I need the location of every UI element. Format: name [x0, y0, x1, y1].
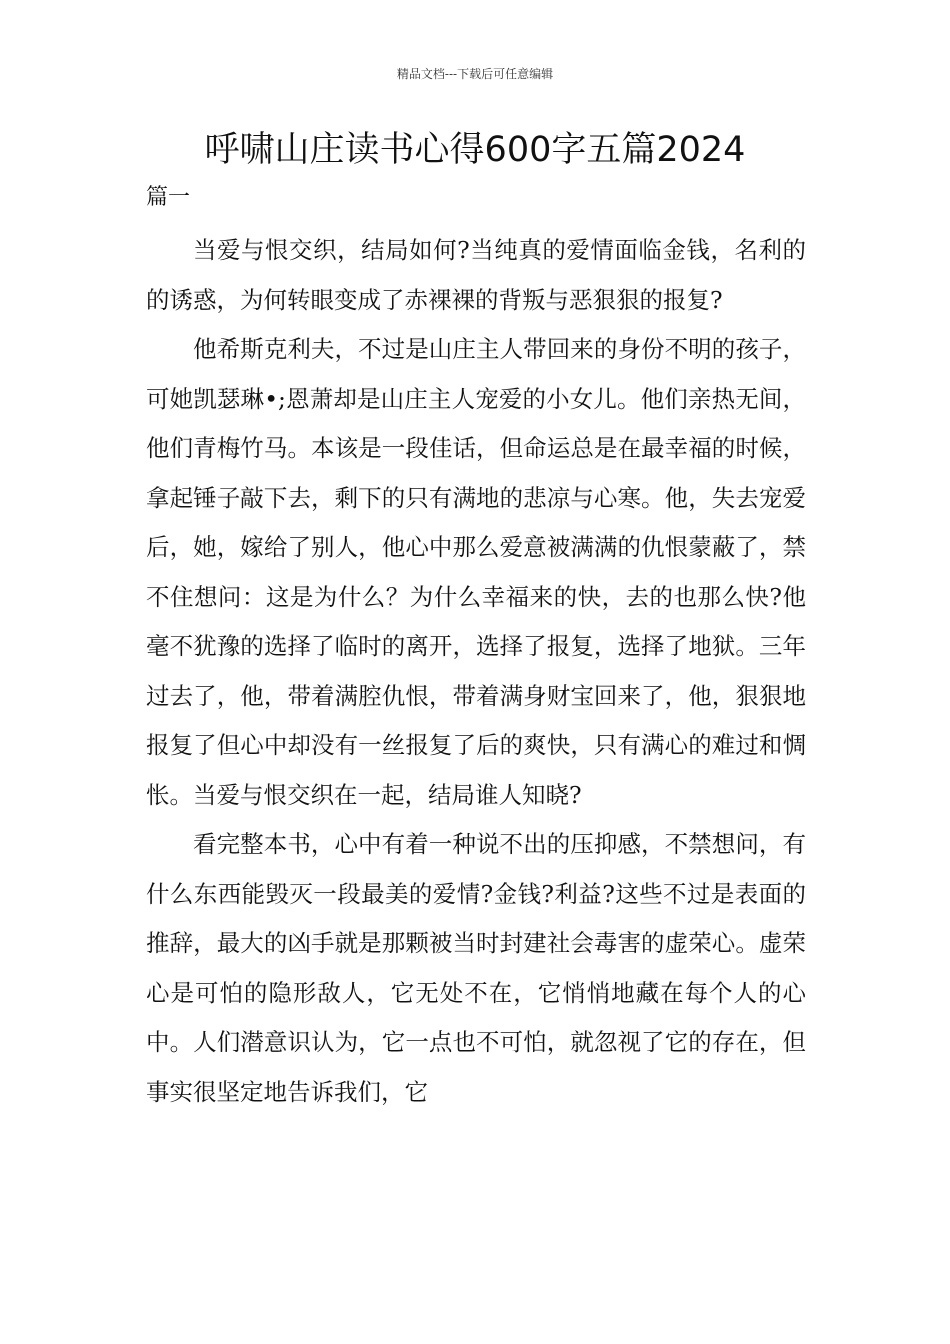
paragraph-1: 当爱与恨交织，结局如何?当纯真的爱情面临金钱，名利的的诱惑，为何转眼变成了赤裸裸的背叛与恶狠狠的报复? — [146, 236, 806, 314]
header-note: 精品文档---下载后可任意编辑 — [396, 67, 554, 81]
paragraph-2: 他希斯克利夫，不过是山庄主人带回来的身份不明的孩子，可她凯瑟琳•;恩萧却是山庄主人宠爱的小女儿。他们亲热无间，他们青梅竹马。本该是一段佳话，但命运总是在最幸福的时候，拿起锤子敲下去，剩下的只有满地的悲凉与心寒。他，失去宠爱后，她，嫁给了别人，他心中那么爱意被满满的仇恨蒙蔽了，禁不住想问：这是为什么？为什么幸福来的快，去的也那么快?他毫不犹豫的选择了临时的离开，选择了报复，选择了地狱。三年过去了，他，带着满腔仇恨，带着满身财宝回来了，他，狠狠地报复了但心中却没有一丝报复了后的爽快，只有满心的难过和惆怅。当爱与恨交织在一起，结局谁人知晓? — [146, 335, 806, 809]
section-label: 篇一 — [146, 185, 191, 210]
paragraph-3: 看完整本书，心中有着一种说不出的压抑感，不禁想问，有什么东西能毁灭一段最美的爱情?金钱?利益?这些不过是表面的推辞，最大的凶手就是那颗被当时封建社会毒害的虚荣心。虚荣心是可怕的隐形敌人，它无处不在，它悄悄地藏在每个人的心中。人们潜意识认为，它一点也不可怕，就忽视了它的存在，但事实很坚定地告诉我们，它 — [146, 830, 806, 1106]
document-body — [146, 226, 806, 1117]
document-title: 呼啸山庄读书心得600字五篇2024 — [204, 130, 746, 170]
